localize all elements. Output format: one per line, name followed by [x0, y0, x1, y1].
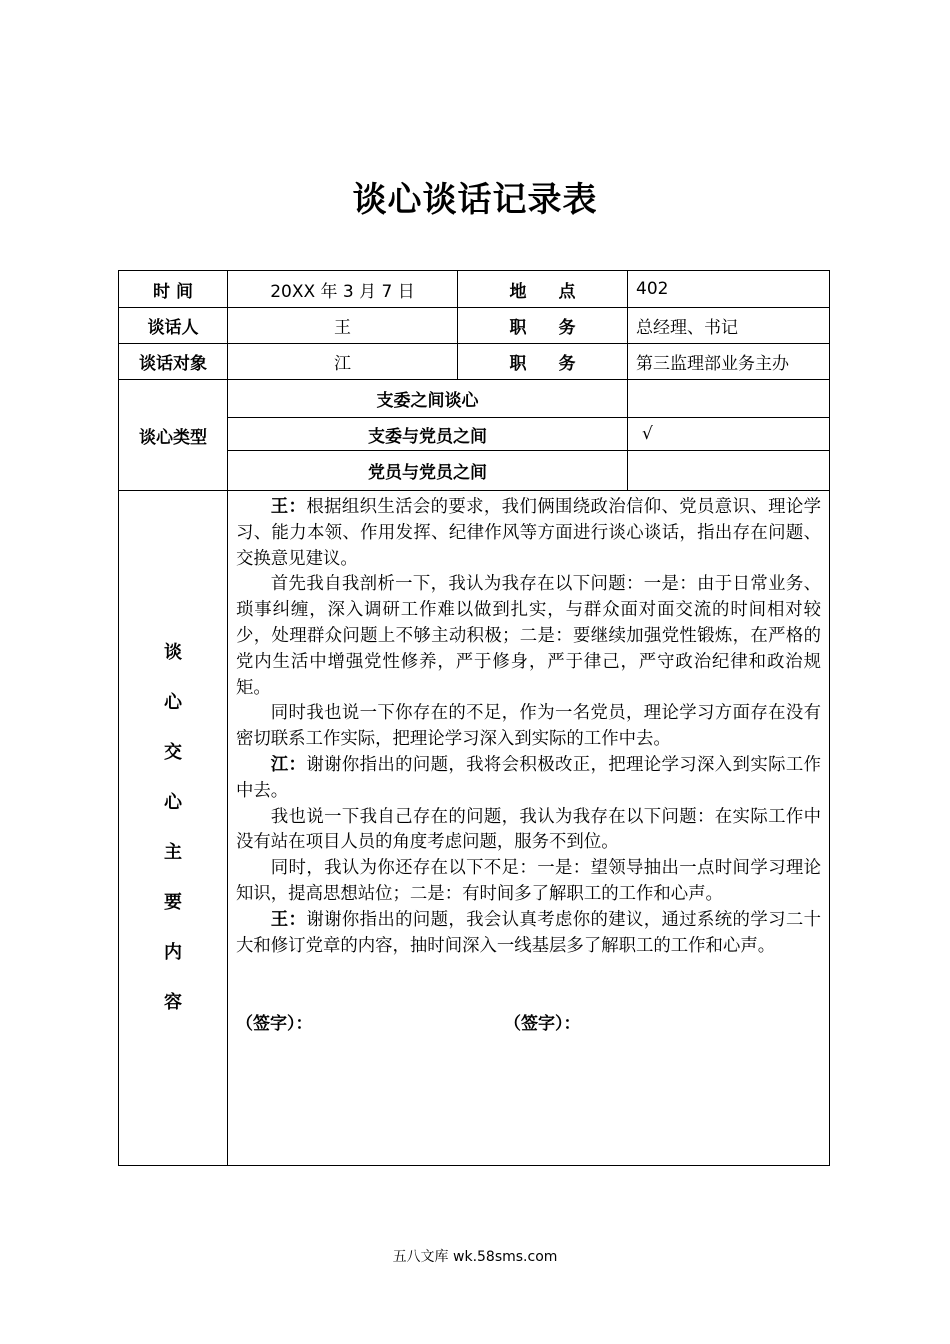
speaker-tag: 江：	[270, 754, 307, 775]
content-label-char: 内	[164, 942, 182, 963]
type-option-mark: √	[628, 418, 830, 451]
speaker-role-value: 总经理、书记	[628, 308, 830, 344]
signature-left[interactable]: （签字）：	[236, 1014, 313, 1035]
table-row-time	[119, 271, 830, 308]
footer-watermark: 五八文库 wk.58sms.com	[392, 1249, 558, 1265]
signature-right[interactable]: （签字）：	[504, 1014, 581, 1035]
content-label-char: 要	[164, 892, 182, 913]
paragraph-text: 谢谢你指出的问题，我将会积极改正，把理论学习深入到实际工作中去。	[236, 754, 821, 801]
type-option-name: 党员与党员之间	[228, 451, 628, 491]
content-label-char: 谈	[164, 642, 182, 663]
content-paragraph	[236, 495, 821, 572]
content-label-char: 交	[164, 742, 182, 763]
paragraph-text: 首先我自我剖析一下，我认为我存在以下问题：一是：由于日常业务、琐事纠缠，深入调研工作难以做到扎实，与群众面对面交流的时间相对较少，处理群众问题上不够主动积极；二是：要继续加强党性锻炼，在严格的党内生活中增强党性修养，严于修身，严于律己，严守政治纪律和政治规矩。	[236, 574, 821, 698]
speaker-tag: 王：	[270, 909, 307, 930]
speaker-label: 谈话人	[119, 308, 228, 344]
type-option-mark	[628, 380, 830, 418]
time-value: 20XX 年 3 月 7 日	[228, 271, 458, 308]
content-label-char: 心	[164, 792, 182, 813]
table-row-speaker	[119, 308, 830, 344]
document-title: 谈心谈话记录表	[352, 180, 598, 220]
place-label: 地 点	[458, 271, 628, 308]
content-paragraph	[236, 856, 821, 908]
table-row-target	[119, 344, 830, 380]
target-value: 江	[228, 344, 458, 380]
speaker-tag: 王：	[270, 497, 307, 517]
speaker-role-label: 职 务	[458, 308, 628, 344]
target-role-value: 第三监理部业务主办	[628, 344, 830, 380]
content-paragraph	[236, 701, 821, 753]
content-body	[228, 491, 830, 1166]
paragraph-text: 同时，我认为你还存在以下不足：一是：望领导抽出一点时间学习理论知识，提高思想站位；二是：有时间多了解职工的工作和心声。	[236, 858, 821, 904]
record-table	[118, 270, 830, 1166]
type-label: 谈心类型	[119, 380, 228, 491]
type-option-name: 支委之间谈心	[228, 380, 628, 418]
content-paragraph	[236, 805, 821, 857]
type-option-mark	[628, 451, 830, 491]
paragraph-text: 根据组织生活会的要求，我们俩围绕政治信仰、党员意识、理论学习、能力本领、作用发挥、纪律作风等方面进行谈心谈话，指出存在问题、交换意见建议。	[236, 497, 821, 569]
content-label-char: 主	[164, 842, 182, 863]
paragraph-text: 谢谢你指出的问题，我会认真考虑你的建议，通过系统的学习二十大和修订党章的内容，抽时间深入一线基层多了解职工的工作和心声。	[236, 909, 821, 956]
content-label-char: 心	[164, 692, 182, 713]
target-role-label: 职 务	[458, 344, 628, 380]
type-option-name: 支委与党员之间	[228, 418, 628, 451]
speaker-value: 王	[228, 308, 458, 344]
table-row-content	[119, 491, 830, 1166]
table-row-type-1	[119, 380, 830, 418]
content-paragraph	[236, 908, 821, 960]
place-value: 402	[628, 271, 830, 308]
target-label: 谈话对象	[119, 344, 228, 380]
paragraph-text: 同时我也说一下你存在的不足，作为一名党员，理论学习方面存在没有密切联系工作实际，把理论学习深入到实际的工作中去。	[236, 703, 821, 750]
time-label: 时 间	[119, 271, 228, 308]
content-label-char: 容	[164, 992, 182, 1013]
paragraph-text: 我也说一下我自己存在的问题，我认为我存在以下问题：在实际工作中没有站在项目人员的角度考虑问题，服务不到位。	[236, 806, 821, 853]
signature-row	[236, 1009, 821, 1034]
content-paragraph	[236, 753, 821, 805]
content-label	[119, 491, 228, 1166]
content-paragraph	[236, 572, 821, 701]
